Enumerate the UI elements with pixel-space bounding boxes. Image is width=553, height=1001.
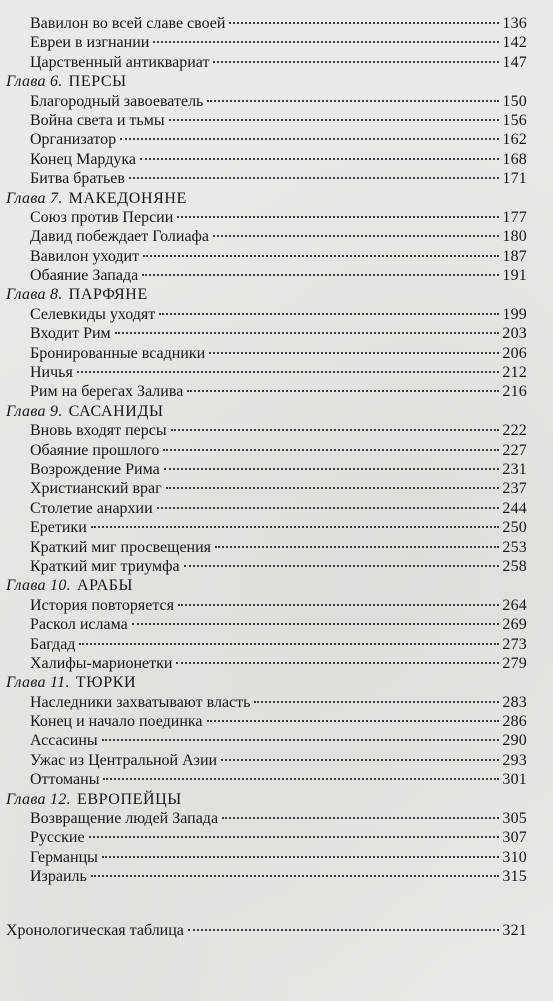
chapter-heading (0, 72, 553, 91)
entry-title: Хронологическая таблица (6, 921, 184, 939)
dot-leader (176, 662, 499, 664)
dot-leader (140, 158, 499, 160)
dot-leader (171, 429, 500, 431)
toc-entry (0, 557, 553, 576)
entry-title: Евреи в изгнании (30, 34, 150, 52)
dot-leader (187, 390, 499, 392)
toc-entry (0, 460, 553, 479)
toc-entry (0, 53, 553, 72)
entry-title: Организатор (30, 131, 117, 149)
entry-page-number: 305 (502, 810, 527, 828)
entry-page-number: 253 (502, 538, 527, 556)
entry-page-number: 150 (502, 92, 527, 110)
dot-leader (89, 836, 500, 838)
dot-leader (213, 61, 499, 63)
toc-entry (0, 14, 553, 33)
dot-leader (254, 701, 499, 703)
chapter-title: ПАРФЯНЕ (68, 286, 148, 304)
chapter-heading (0, 673, 553, 692)
toc-entry (0, 751, 553, 770)
entry-page-number: 180 (502, 228, 527, 246)
dot-leader (129, 177, 499, 179)
chapter-label: Глава 7. (6, 189, 63, 207)
dot-leader (115, 332, 500, 334)
entry-title: Бронированные всадники (30, 344, 206, 362)
entry-page-number: 258 (502, 557, 527, 575)
entry-title: Столетие анархии (30, 499, 153, 517)
dot-leader (213, 235, 499, 237)
entry-title: Краткий миг триумфа (30, 557, 180, 575)
dot-leader (184, 565, 500, 567)
toc-entry (0, 150, 553, 169)
dot-leader (178, 604, 499, 606)
entry-page-number: 237 (502, 480, 527, 498)
entry-page-number: 231 (502, 460, 527, 478)
toc-entry (0, 227, 553, 246)
toc-entry (0, 169, 553, 188)
toc-entry (0, 266, 553, 285)
dot-leader (215, 546, 499, 548)
dot-leader (207, 100, 499, 102)
dot-leader (229, 22, 499, 24)
entry-title: Входит Рим (30, 325, 111, 343)
entry-page-number: 168 (502, 150, 527, 168)
dot-leader (91, 526, 500, 528)
entry-title: Возрождение Рима (30, 460, 160, 478)
dot-leader (188, 929, 499, 931)
entry-page-number: 310 (502, 848, 527, 866)
entry-title: Краткий миг просвещения (30, 538, 212, 556)
toc-entry (0, 731, 553, 750)
entry-page-number: 250 (502, 519, 527, 537)
toc-entry (0, 382, 553, 401)
dot-leader (132, 623, 500, 625)
entry-title: Обаяние прошлого (30, 441, 160, 459)
entry-page-number: 156 (502, 111, 527, 129)
dot-leader (102, 856, 500, 858)
entry-page-number: 244 (502, 499, 527, 517)
toc-entry (0, 770, 553, 789)
entry-page-number: 212 (502, 364, 527, 382)
toc-entry (0, 654, 553, 673)
entry-title: Конец и начало поединка (30, 713, 203, 731)
toc-entry (0, 363, 553, 382)
chapter-label: Глава 8. (6, 286, 63, 304)
chapter-label: Глава 6. (6, 73, 63, 91)
entry-page-number: 264 (502, 596, 527, 614)
entry-title: Оттоманы (30, 771, 100, 789)
entry-page-number: 227 (502, 441, 527, 459)
entry-page-number: 206 (502, 344, 527, 362)
toc-entry (0, 809, 553, 828)
entry-page-number: 273 (502, 635, 527, 653)
entry-title: История повторяется (30, 596, 174, 614)
toc-entry (0, 305, 553, 324)
toc-entry (0, 615, 553, 634)
toc-entry (0, 247, 553, 266)
toc-entry (0, 130, 553, 149)
entry-title: Возвращение людей Запада (30, 810, 219, 828)
dot-leader (169, 119, 500, 121)
toc-entry (0, 635, 553, 654)
chapter-label: Глава 11. (6, 674, 70, 692)
entry-page-number: 321 (502, 921, 527, 939)
entry-title: Битва братьев (30, 170, 125, 188)
entry-page-number: 283 (502, 693, 527, 711)
dot-leader (157, 507, 500, 509)
dot-leader (120, 138, 499, 140)
entry-page-number: 290 (502, 732, 527, 750)
toc-entry (0, 867, 553, 886)
entry-title: Багдад (30, 635, 76, 653)
toc-entry (0, 828, 553, 847)
entry-page-number: 199 (502, 305, 527, 323)
entry-page-number: 171 (502, 170, 527, 188)
entry-page-number: 136 (502, 15, 527, 32)
dot-leader (79, 643, 499, 645)
toc-entry (0, 479, 553, 498)
chapter-label: Глава 12. (6, 790, 71, 808)
dot-leader (91, 875, 500, 877)
chapter-heading (0, 285, 553, 304)
dot-leader (153, 41, 499, 43)
chapter-title: ТЮРКИ (75, 674, 137, 692)
toc-entry (0, 693, 553, 712)
dot-leader (164, 468, 500, 470)
dot-leader (102, 739, 500, 741)
dot-leader (222, 817, 499, 819)
dot-leader (143, 255, 499, 257)
dot-leader (209, 352, 499, 354)
entry-title: Германцы (30, 848, 98, 866)
toc-entry-chronology (0, 921, 553, 940)
entry-title: Благородный завоеватель (30, 92, 204, 110)
entry-title: Селевкиды уходят (30, 305, 156, 323)
entry-title: Ассасины (30, 732, 98, 750)
toc-entry (0, 538, 553, 557)
entry-page-number: 307 (502, 829, 527, 847)
chapter-label: Глава 9. (6, 402, 63, 420)
entry-title: Христианский враг (30, 480, 162, 498)
toc-entry (0, 324, 553, 343)
entry-title: Израиль (30, 868, 87, 886)
entry-page-number: 286 (502, 713, 527, 731)
section-spacer (0, 887, 553, 921)
entry-page-number: 191 (502, 267, 527, 285)
toc-entry (0, 33, 553, 52)
dot-leader (77, 371, 500, 373)
chapter-title: ЕВРОПЕЙЦЫ (76, 790, 182, 808)
entry-title: Ничья (30, 364, 73, 382)
entry-page-number: 301 (502, 771, 527, 789)
chapter-heading (0, 402, 553, 421)
entry-title: Вавилон во всей славе своей (30, 15, 226, 32)
dot-leader (207, 720, 500, 722)
entry-page-number: 142 (502, 34, 527, 52)
entry-page-number: 279 (502, 654, 527, 672)
toc-entry (0, 441, 553, 460)
entry-page-number: 293 (502, 751, 527, 769)
toc-entry (0, 111, 553, 130)
chapter-label: Глава 10. (6, 577, 71, 595)
toc-entry (0, 596, 553, 615)
entry-title: Давид побеждает Голиафа (30, 228, 210, 246)
entry-page-number: 147 (502, 53, 527, 71)
chapter-heading (0, 576, 553, 595)
dot-leader (163, 449, 499, 451)
dot-leader (159, 313, 499, 315)
entry-title: Наследники захватывают власть (30, 693, 251, 711)
entry-page-number: 187 (502, 247, 527, 265)
dot-leader (221, 759, 499, 761)
chapter-title: МАКЕДОНЯНЕ (68, 189, 187, 207)
chapter-heading (0, 790, 553, 809)
toc-entry (0, 712, 553, 731)
entry-title: Вновь входят персы (30, 422, 167, 440)
entry-title: Вавилон уходит (30, 247, 140, 265)
entry-title: Союз против Персии (30, 208, 174, 226)
dot-leader (103, 778, 499, 780)
entry-title: Рим на берегах Залива (30, 383, 184, 401)
dot-leader (142, 274, 499, 276)
chapter-title: ПЕРСЫ (68, 73, 127, 91)
entry-page-number: 222 (502, 422, 527, 440)
entry-title: Ужас из Центральной Азии (30, 751, 218, 769)
chapter-title: АРАБЫ (76, 577, 134, 595)
entry-page-number: 216 (502, 383, 527, 401)
toc-entry (0, 421, 553, 440)
dot-leader (177, 216, 499, 218)
chapter-title: САСАНИДЫ (68, 402, 164, 420)
toc-entry (0, 92, 553, 111)
toc-entry (0, 344, 553, 363)
entry-title: Война света и тьмы (30, 111, 165, 129)
entry-page-number: 315 (502, 868, 527, 886)
entry-title: Русские (30, 829, 85, 847)
entry-page-number: 162 (502, 131, 527, 149)
entry-title: Обаяние Запада (30, 267, 139, 285)
entry-title: Царственный антиквариат (30, 53, 210, 71)
entry-title: Конец Мардука (30, 150, 136, 168)
entry-title: Халифы-марионетки (30, 654, 173, 672)
toc-entry (0, 499, 553, 518)
chapter-heading (0, 189, 553, 208)
toc-entry (0, 208, 553, 227)
entry-title: Еретики (30, 519, 87, 537)
dot-leader (166, 487, 500, 489)
entry-page-number: 203 (502, 325, 527, 343)
entry-page-number: 177 (502, 208, 527, 226)
toc-entry (0, 848, 553, 867)
table-of-contents (0, 14, 553, 940)
entry-title: Раскол ислама (30, 616, 128, 634)
toc-entry (0, 518, 553, 537)
entry-page-number: 269 (502, 616, 527, 634)
